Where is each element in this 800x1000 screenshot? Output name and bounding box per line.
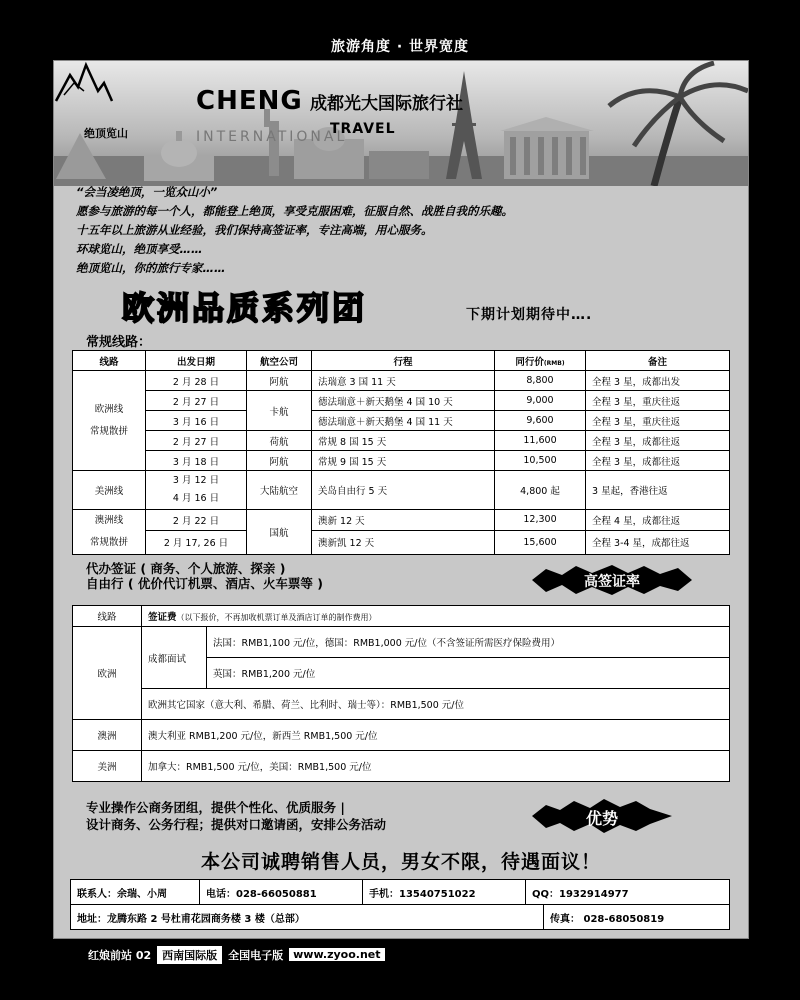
landmarks-illustration — [54, 61, 748, 186]
contact-qq: QQ：1932914977 — [532, 888, 629, 900]
col-header: 出发日期 — [146, 351, 247, 371]
route-group: 欧洲线 常规散拼 — [73, 371, 146, 471]
route-group: 澳洲线 常规散拼 — [73, 510, 146, 555]
visa-line: 自由行 ( 优价代订机票、酒店、火车票等 ) — [86, 576, 323, 591]
headline: 欧洲品质系列团 — [122, 289, 368, 327]
site-url[interactable]: www.zyoo.net — [289, 948, 384, 961]
table-row: 美洲线 3 月 12 日 4 月 16 日 大陆航空 关岛自由行 5 天 4,800 起 3 星起，香港往返 — [73, 471, 730, 510]
brand-travel: TRAVEL — [330, 121, 396, 137]
advantage-text — [86, 799, 386, 833]
intro-line: “会当凌绝顶，一览众山小” — [76, 185, 218, 199]
contact-box — [70, 879, 730, 930]
table-row: 3 月 18 日 阿航 常规 9 国 15 天 10,500 全程 3 星，成都往返 — [73, 451, 730, 471]
issue-label: 红娘前站 02 — [88, 948, 152, 962]
visa-services — [86, 561, 323, 591]
col-header: 航空公司 — [247, 351, 312, 371]
table-row: 2 月 17, 26 日 澳新凯 12 天 15,600 全程 3-4 星，成都往返 — [73, 530, 730, 554]
table-row: 澳洲线 常规散拼 2 月 22 日 国航 澳新 12 天 12,300 全程 4 星，成都往返 — [73, 510, 730, 531]
mountain-logo-icon — [54, 61, 114, 107]
top-tagline: 旅游角度 · 世界宽度 — [330, 39, 470, 55]
visa-badge: 高签证率 — [532, 565, 692, 595]
header-banner — [54, 61, 748, 186]
brand-name-en: CHENG — [196, 86, 303, 116]
col-header: 备注 — [586, 351, 730, 371]
recruit-notice: 本公司诚聘销售人员，男女不限，待遇面议！ — [200, 851, 601, 873]
col-header: 同行价(RMB) — [495, 351, 586, 371]
intro-text — [76, 183, 513, 278]
contact-mobile: 手机：13540751022 — [363, 880, 526, 904]
visa-fee-table: 线路 签证费（以下报价，不再加收机票订单及酒店订单的制作费用） 欧洲 成都面试 法国：RMB1,100 元/位，德国：RMB1,000 元/位（不含签证所需医疗保险费用） 英国：RMB1,200 元/位 欧洲其它国家（意大利、希腊、荷兰、比利时、瑞士等）：RMB1,500 元/位 澳洲 澳大利亚 RMB1,200 元/位，新西兰 RMB1,500 元/位 美洲 加拿大：RMB1,500 元/位，美国：RMB1,500 元/位 — [72, 605, 730, 782]
table-row: 2 月 27 日 卡航 德法瑞意＋新天鹅堡 4 国 10 天 9,000 全程 3 星，重庆往返 — [73, 391, 730, 411]
brand-international: INTERNATIONAL — [196, 129, 348, 145]
contact-phone: 电话：028-66050881 — [200, 880, 363, 904]
brand-name-cn: 成都光大国际旅行社 — [310, 94, 463, 114]
advantage-badge: 优势 — [532, 799, 672, 833]
col-header: 行程 — [312, 351, 495, 371]
section-label: 西南国际版 — [157, 946, 222, 964]
visa-line: 代办签证 ( 商务、个人旅游、探亲 ) — [86, 561, 286, 576]
intro-line: 愿参与旅游的每一个人，都能登上绝顶，享受克服困难，征服自然、战胜自我的乐趣。 — [76, 204, 513, 218]
intro-line: 环球览山，绝顶享受…… — [76, 242, 203, 256]
contact-persons: 联系人：余瑞、小周 — [71, 880, 200, 904]
advantage-line: 设计商务、公务行程；提供对口邀请函，安排公务活动 — [86, 817, 387, 832]
routes-table — [72, 350, 730, 555]
regular-routes-label: 常规线路： — [86, 335, 152, 350]
contact-fax: 传真： 028-68050819 — [550, 913, 665, 925]
table-row: 欧洲线 常规散拼 2 月 28 日 阿航 法瑞意 3 国 11 天 8,800 全程 3 星，成都出发 — [73, 371, 730, 391]
intro-line: 十五年以上旅游从业经验，我们保持高签证率，专注高端，用心服务。 — [76, 223, 433, 237]
table-row: 3 月 16 日 德法瑞意＋新天鹅堡 4 国 11 天 9,600 全程 3 星，重庆往返 — [73, 411, 730, 431]
advantage-line: 专业操作公商务团组，提供个性化、优质服务 | — [86, 800, 345, 815]
footer — [88, 946, 385, 963]
logo-text: 绝顶览山 — [84, 127, 128, 140]
advert-page — [53, 60, 749, 939]
edition-label: 全国电子版 — [228, 948, 284, 962]
table-row: 2 月 27 日 荷航 常规 8 国 15 天 11,600 全程 3 星，成都往返 — [73, 431, 730, 451]
col-header: 线路 — [73, 351, 146, 371]
intro-line: 绝顶览山，你的旅行专家…… — [76, 261, 226, 275]
table-header-row — [73, 351, 730, 371]
contact-address: 地址：龙腾东路 2 号杜甫花园商务楼 3 楼（总部） — [71, 905, 544, 929]
headline-sub: 下期计划期待中…. — [466, 307, 593, 323]
